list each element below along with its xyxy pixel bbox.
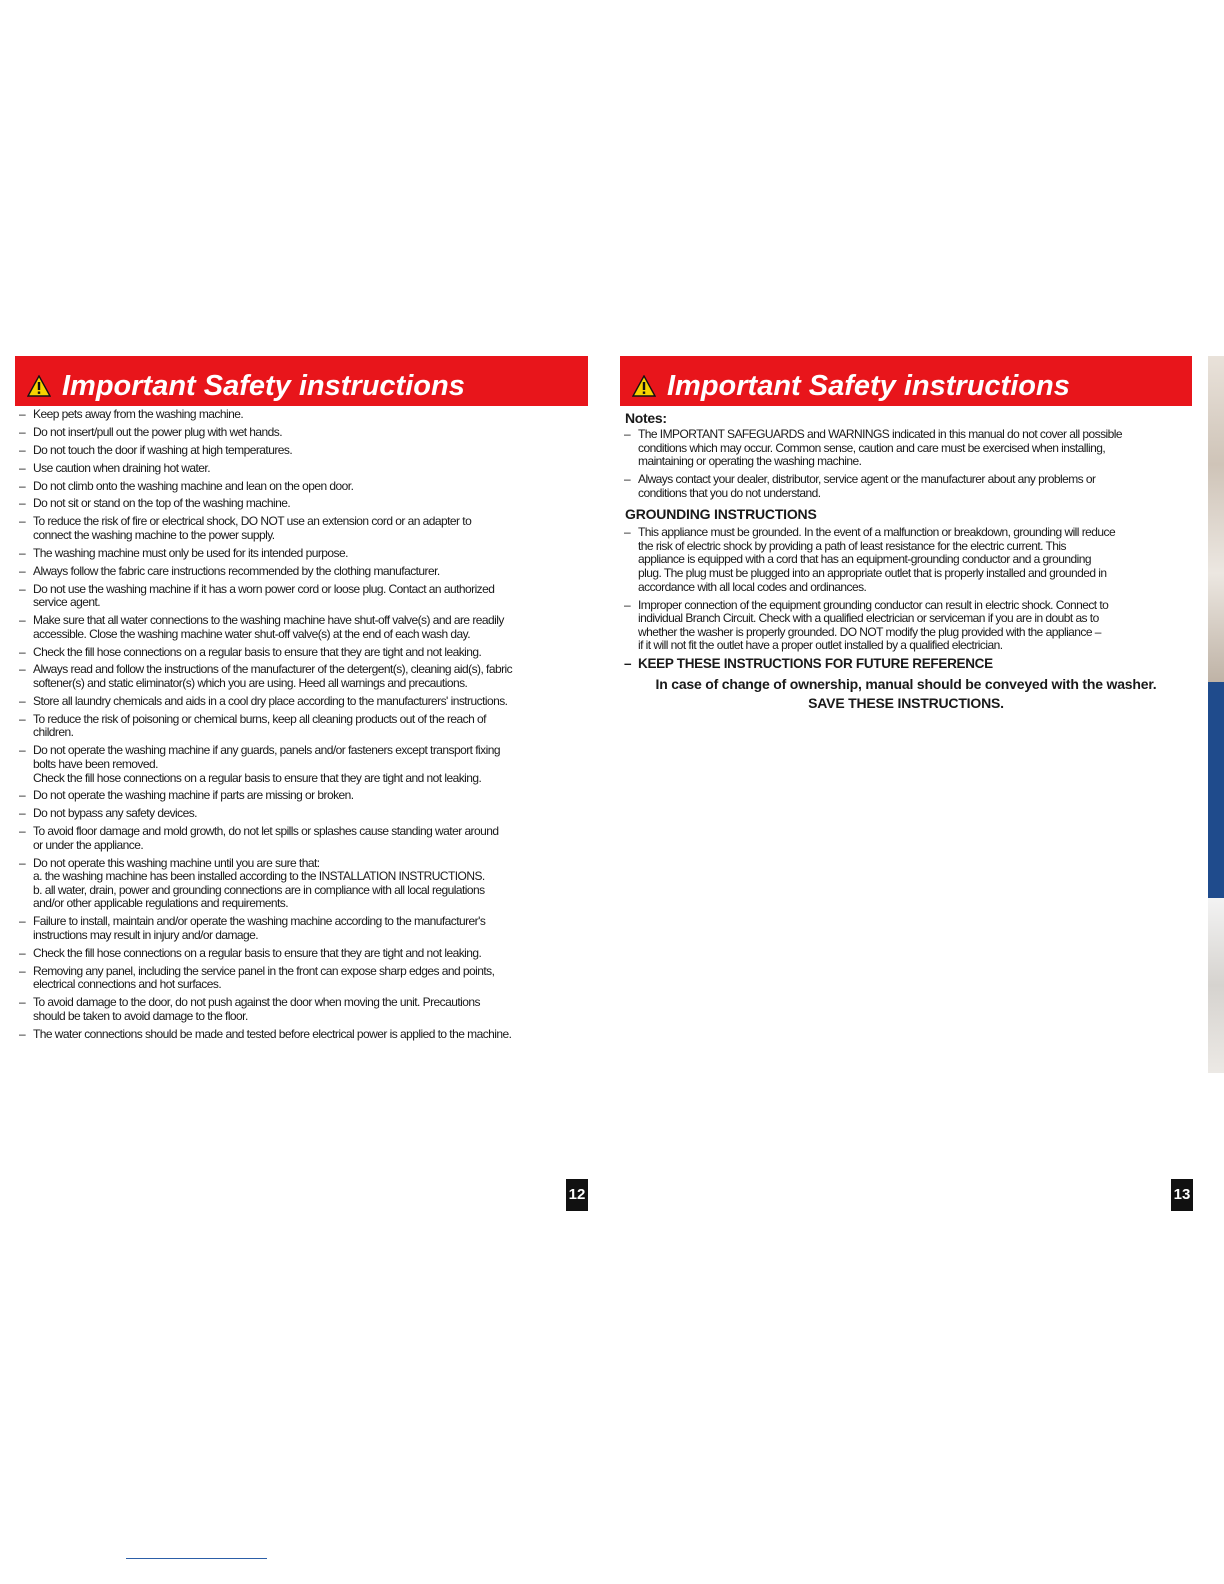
list-item: – Improper connection of the equipment grounding conductor can result in electric shock. Connect to individual Branch Circuit. Check with a qualified electrician or serviceman if you are in doubt as to whether the washer is properly grounded. DO NOT modify the plug provided with the appliance – if it will not fit the outlet have a proper outlet installed by a qualified electrician. bbox=[624, 597, 1109, 653]
list-item: – Always read and follow the instructions of the manufacturer of the detergent(s), cleaning aid(s), fabric softener(s) and static eliminator(s) which you are using. Heed all warnings and precautions. bbox=[19, 662, 513, 691]
list-item: – Removing any panel, including the service panel in the front can expose sharp edges and points, electrical connections and hot surfaces. bbox=[19, 963, 495, 992]
edge-photo-strip bbox=[1208, 356, 1224, 682]
list-item: – Do not climb onto the washing machine and lean on the open door. bbox=[19, 478, 354, 493]
warning-triangle-icon bbox=[27, 375, 51, 397]
list-item: – Store all laundry chemicals and aids in a cool dry place according to the manufacturers' instructions. bbox=[19, 693, 508, 708]
list-item: – This appliance must be grounded. In the event of a malfunction or breakdown, grounding will reduce the risk of electric shock by providing a path of least resistance for the electric current. This appliance is equipped with a cord that has an equipment-grounding conductor and a grounding plug. The plug must be plugged into an appropriate outlet that is properly installed and grounded in accordance with all local codes and ordinances. bbox=[624, 525, 1116, 594]
list-item: – Do not touch the door if washing at high temperatures. bbox=[19, 442, 293, 457]
list-item: – Make sure that all water connections to the washing machine have shut-off valve(s) and are readily accessible. Close the washing machine water shut-off valve(s) at the end of each wash day. bbox=[19, 613, 504, 641]
list-item: – To reduce the risk of poisoning or chemical burns, keep all cleaning products out of the reach of children. bbox=[19, 711, 486, 740]
page-12 bbox=[15, 356, 588, 1046]
list-item: – Do not use the washing machine if it has a worn power cord or loose plug. Contact an authorized service agent. bbox=[19, 581, 495, 610]
warning-triangle-icon bbox=[632, 375, 656, 397]
save-instructions-line: SAVE THESE INSTRUCTIONS. bbox=[808, 695, 1004, 712]
list-item: – To reduce the risk of fire or electrical shock, DO NOT use an extension cord or an adapter to connect the washing machine to the power supply. bbox=[19, 514, 472, 542]
list-item: – Do not operate the washing machine if parts are missing or broken. bbox=[19, 788, 354, 803]
list-item: – The washing machine must only be used for its intended purpose. bbox=[19, 545, 348, 560]
list-item: – Do not operate this washing machine until you are sure that: a. the washing machine has been installed according to the INSTALLATION INSTRUCTIONS. b. all water, drain, power and grounding connections are in compliance with all local regulations and/or other applicable regulations and requirements. bbox=[19, 855, 485, 911]
page-title: Important Safety instructions bbox=[62, 370, 465, 402]
list-item: – The water connections should be made and tested before electrical power is applied to the machine. bbox=[19, 1026, 512, 1041]
ownership-line: In case of change of ownership, manual should be conveyed with the washer. bbox=[655, 676, 1157, 693]
edge-color-strip bbox=[1208, 682, 1224, 898]
list-item: – Always contact your dealer, distributor, service agent or the manufacturer about any problems or conditions that you do not understand. bbox=[624, 472, 1096, 500]
divider bbox=[126, 1558, 267, 1559]
list-item: – To avoid damage to the door, do not push against the door when moving the unit. Precautions should be taken to avoid damage to the floor. bbox=[19, 995, 480, 1023]
keep-instructions-item: – KEEP THESE INSTRUCTIONS FOR FUTURE REFERENCE bbox=[624, 656, 993, 672]
page-13 bbox=[620, 356, 1192, 713]
safety-instructions-list bbox=[15, 408, 588, 1041]
list-item: – Do not operate the washing machine if any guards, panels and/or fasteners except transport fixing bolts have been removed. Check the fill hose connections on a regular basis to ensure that they are tight and not leaking. bbox=[19, 743, 500, 785]
grounding-list bbox=[620, 526, 1192, 653]
list-item: – Always follow the fabric care instructions recommended by the clothing manufacturer. bbox=[19, 563, 440, 578]
safety-banner-left bbox=[15, 356, 588, 406]
notes-label: Notes: bbox=[625, 410, 667, 426]
list-item: – Failure to install, maintain and/or operate the washing machine according to the manufacturer's instructions may result in injury and/or damage. bbox=[19, 914, 486, 942]
page-number: 12 bbox=[566, 1179, 588, 1211]
page-title: Important Safety instructions bbox=[667, 370, 1070, 402]
list-item: – Do not insert/pull out the power plug with wet hands. bbox=[19, 424, 283, 439]
grounding-heading: GROUNDING INSTRUCTIONS bbox=[625, 506, 817, 523]
notes-list bbox=[620, 428, 1192, 500]
list-item: – Check the fill hose connections on a regular basis to ensure that they are tight and not leaking. bbox=[19, 945, 482, 960]
list-item: – To avoid floor damage and mold growth, do not let spills or splashes cause standing water around or under the appliance. bbox=[19, 824, 499, 852]
list-item: – Use caution when draining hot water. bbox=[19, 460, 210, 475]
safety-banner-right bbox=[620, 356, 1192, 406]
page-number: 13 bbox=[1171, 1179, 1193, 1211]
list-item: – Do not sit or stand on the top of the washing machine. bbox=[19, 496, 291, 511]
list-item: – The IMPORTANT SAFEGUARDS and WARNINGS indicated in this manual do not cover all possible conditions which may occur. Common sense, caution and care must be exercised when installing, maintaining or operating the washing machine. bbox=[624, 427, 1123, 469]
edge-photo-strip bbox=[1208, 898, 1224, 1073]
list-item: – Check the fill hose connections on a regular basis to ensure that they are tight and not leaking. bbox=[19, 644, 482, 659]
list-item: – Do not bypass any safety devices. bbox=[19, 806, 197, 821]
list-item: – Keep pets away from the washing machine. bbox=[19, 407, 244, 421]
